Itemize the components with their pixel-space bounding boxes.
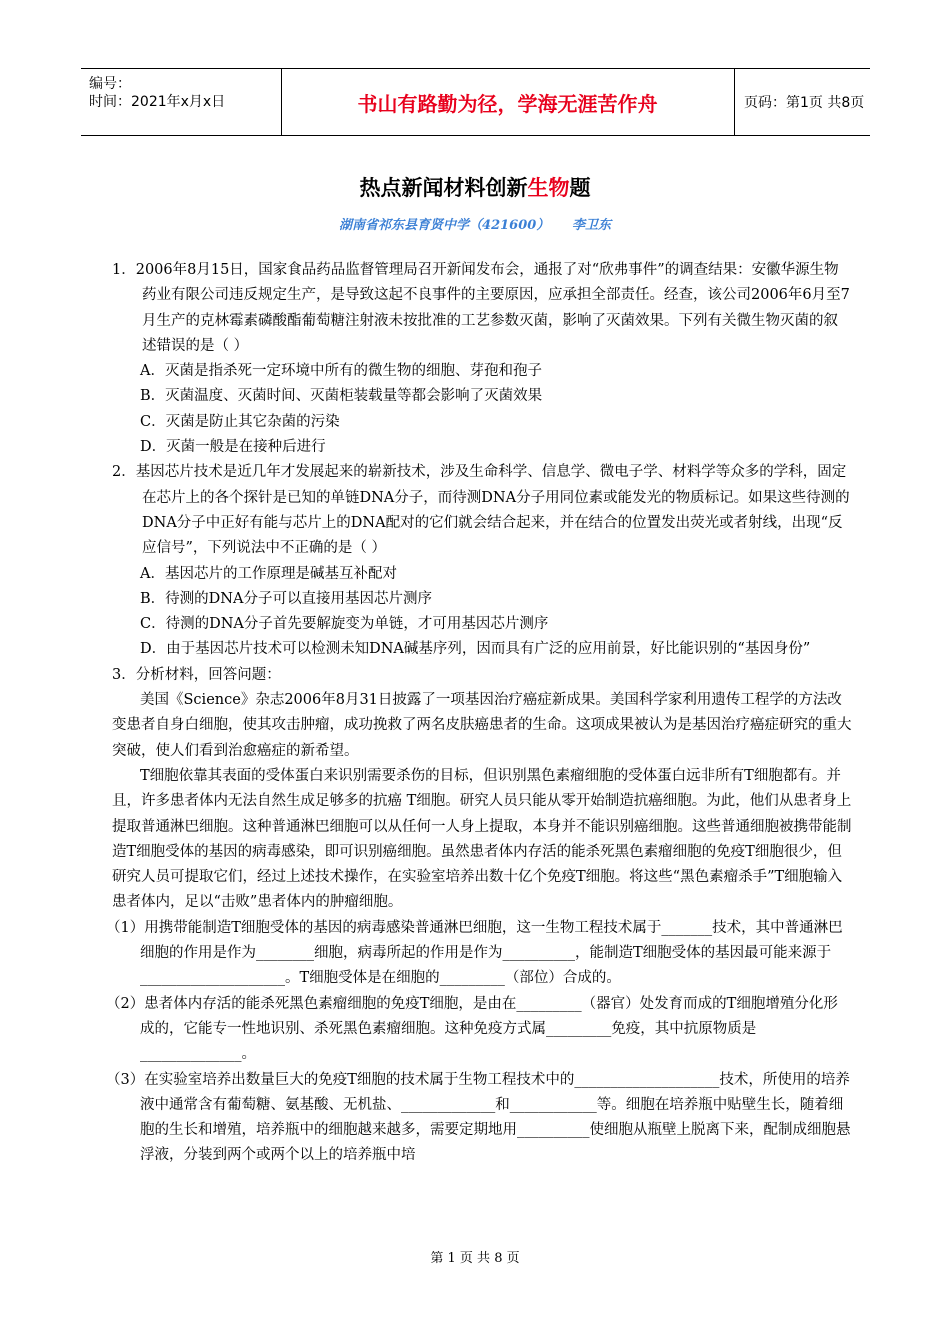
- question-3-subquestion-1: （1）用携带能制造T细胞受体的基因的病毒感染普通淋巴细胞，这一生物工程技术属于_______技术，其中普通淋巴细胞的作用是作为________细胞，病毒所起的作用是作为__________，能制造T细胞受体的基因最可能来源于____________________。T细胞受体是在细胞的_________（部位）合成的。: [106, 919, 843, 987]
- author-byline: 湖南省祁东县育贤中学（421600） 李卫东: [339, 218, 611, 233]
- question-2-option-a: A．基因芯片的工作原理是碱基互补配对: [140, 565, 397, 582]
- title-suffix: 题: [569, 176, 591, 200]
- question-3-stem: 3．分析材料，回答问题：: [112, 666, 281, 683]
- question-2-option-b: B．待测的DNA分子可以直接用基因芯片测序: [140, 590, 432, 607]
- title-prefix: 热点新闻材料创新: [359, 176, 528, 200]
- question-3-material-paragraph-2: T细胞依靠其表面的受体蛋白来识别需要杀伤的目标，但识别黑色素瘤细胞的受体蛋白远非所有T细胞都有。并且，许多患者体内无法自然生成足够多的抗癌 T细胞。研究人员只能从零开始制造抗癌细胞。为此，他们从患者身上提取普通淋巴细胞。这种普通淋巴细胞可以从任何一人身上提取，本身并不能识别癌细胞。这些普通细胞被携带能制造T细胞受体的基因的病毒感染，即可识别癌细胞。虽然患者体内存活的能杀死黑色素瘤细胞的免疫T细胞很少，但研究人员可提取它们，经过上述技术操作，在实验室培养出数十亿个免疫T细胞。将这些“黑色素瘤杀手”T细胞输入患者体内，足以“击败”患者体内的肿瘤细胞。: [112, 767, 852, 911]
- time-label: 时间：2021年x月x日: [89, 94, 226, 110]
- question-1-option-b: B．灭菌温度、灭菌时间、灭菌柜装载量等都会影响了灭菌效果: [140, 388, 543, 405]
- title-highlight: 生物: [527, 176, 570, 200]
- question-1-option-a: A．灭菌是指杀死一定环境中所有的微生物的细胞、芽孢和孢子: [140, 363, 542, 380]
- motto: 书山有路勤为径，学海无涯苦作舟: [281, 69, 735, 135]
- document-body: [106, 258, 852, 1169]
- question-1-stem: 1．2006年8月15日，国家食品药品监督管理局召开新闻发布会，通报了对“欣弗事件”的调查结果：安徽华源生物药业有限公司违反规定生产，是导致这起不良事件的主要原因，应承担全部责任。经查，该公司2006年6月至7月生产的克林霉素磷酸酯葡萄糖注射液未按批准的工艺参数灭菌，影响了灭菌效果。下列有关微生物灭菌的叙述错误的是（ ）: [112, 262, 850, 354]
- question-1-option-c: C．灭菌是防止其它杂菌的污染: [140, 413, 340, 430]
- question-2-option-d: D．由于基因芯片技术可以检测未知DNA碱基序列，因而具有广泛的应用前景，好比能识别的“基因身份”: [140, 641, 811, 658]
- question-3-subquestion-2: （2）患者体内存活的能杀死黑色素瘤细胞的免疫T细胞，是由在_________（器官）处发育而成的T细胞增殖分化形成的，它能专一性地识别、杀死黑色素瘤细胞。这种免疫方式属_________免疫，其中抗原物质是______________。: [106, 995, 838, 1063]
- question-1-option-d: D．灭菌一般是在接种后进行: [140, 439, 326, 456]
- header-table: [81, 68, 870, 136]
- question-3-subquestion-3: （3）在实验室培养出数量巨大的免疫T细胞的技术属于生物工程技术中的____________________技术，所使用的培养液中通常含有葡萄糖、氨基酸、无机盐、_____________和____________等。细胞在培养瓶中贴壁生长，随着细胞的生长和增殖，培养瓶中的细胞越来越多，需要定期地用__________使细胞从瓶壁上脱离下来，配制成细胞悬浮液，分装到两个或两个以上的培养瓶中培: [106, 1071, 851, 1164]
- question-2-stem: 2．基因芯片技术是近几年才发展起来的崭新技术，涉及生命科学、信息学、微电子学、材料学等众多的学科，固定在芯片上的各个探针是已知的单链DNA分子，而待测DNA分子用同位素或能发光的物质标记。如果这些待测的DNA分子中正好有能与芯片上的DNA配对的它们就会结合起来，并在结合的位置发出荧光或者射线，出现“反应信号”，下列说法中不正确的是（ ）: [112, 464, 850, 557]
- page-label: 页码：第1页 共8页: [744, 95, 865, 111]
- page-title: [0, 172, 950, 202]
- question-3-material-paragraph-1: 美国《Science》杂志2006年8月31日披露了一项基因治疗癌症新成果。美国科学家利用遗传工程学的方法改变患者自身白细胞，使其攻击肿瘤，成功挽救了两名皮肤癌患者的生命。这项成果被认为是基因治疗癌症研究的重大突破，使人们看到治愈癌症的新希望。: [112, 692, 852, 759]
- page-footer: 第 1 页 共 8 页: [430, 1251, 520, 1266]
- header-meta-cell: [81, 69, 282, 135]
- question-2-option-c: C．待测的DNA分子首先要解旋变为单链，才可用基因芯片测序: [140, 616, 549, 633]
- number-label: 编号：: [89, 76, 131, 92]
